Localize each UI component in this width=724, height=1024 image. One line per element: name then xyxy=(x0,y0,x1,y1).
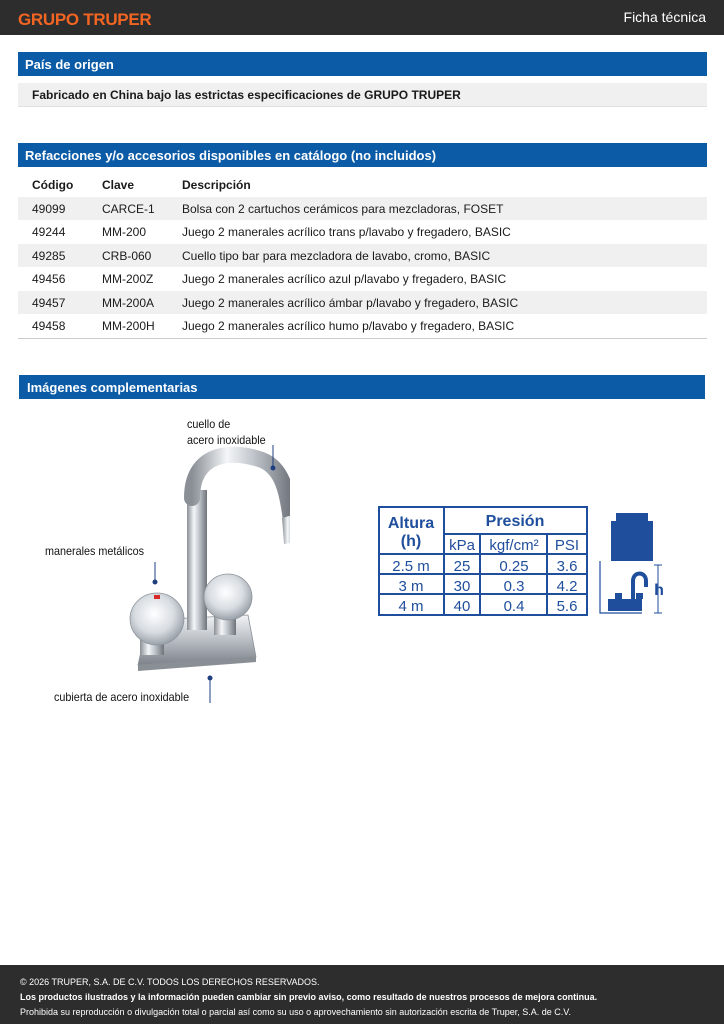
cell-kpa: 30 xyxy=(453,578,471,595)
cell-codigo: 49457 xyxy=(32,295,66,310)
cell-clave: CRB-060 xyxy=(102,248,152,263)
cell-descripcion: Juego 2 manerales acrílico trans p/lavabo y fregadero, BASIC xyxy=(182,225,511,239)
cell-altura: 4 m xyxy=(398,598,424,615)
footer-legal: Prohibida su reproducción o divulgación total o parcial así como su uso o aprovechamiento sin autorización escrita de Truper, S.A. de C.V. xyxy=(20,1007,571,1017)
column-header-clave: Clave xyxy=(102,178,135,192)
cell-kpa: 40 xyxy=(453,598,471,615)
table-row xyxy=(18,314,707,338)
document-type: Ficha técnica xyxy=(623,9,706,25)
cell-clave: MM-200A xyxy=(102,295,155,310)
cell-clave: MM-200 xyxy=(102,225,147,239)
footer xyxy=(0,965,724,1024)
brand-logo: GRUPO TRUPER xyxy=(18,10,152,29)
cell-codigo: 49099 xyxy=(32,201,66,216)
callout-cover: cubierta de acero inoxidable xyxy=(54,690,190,704)
label-presion: Presión xyxy=(485,513,545,530)
cell-descripcion: Bolsa con 2 cartuchos cerámicos para mezcladoras, FOSET xyxy=(182,201,504,216)
cell-kpa: 25 xyxy=(453,558,471,575)
column-header-codigo: Código xyxy=(32,178,74,192)
cell-clave: CARCE-1 xyxy=(102,201,155,216)
cell-descripcion: Cuello tipo bar para mezcladora de lavabo, cromo, BASIC xyxy=(182,248,491,263)
height-label: h xyxy=(654,582,664,599)
cell-clave: MM-200H xyxy=(102,319,155,333)
column-header-descripcion: Descripción xyxy=(182,178,251,192)
table-row xyxy=(18,220,707,244)
cell-psi: 4.2 xyxy=(556,578,578,595)
table-header-row xyxy=(18,173,707,197)
footer-copyright: © 2026 TRUPER, S.A. DE C.V. TODOS LOS DERECHOS RESERVADOS. xyxy=(20,977,320,987)
table-row xyxy=(18,267,707,291)
images-section-title: Imágenes complementarias xyxy=(19,375,705,399)
footer-disclaimer: Los productos ilustrados y la información pueden cambiar sin previo aviso, como resultado de nuestros procesos de mejora continua. xyxy=(20,992,598,1002)
water-tank-diagram xyxy=(600,513,664,613)
unit-kpa: kPa xyxy=(449,537,475,554)
label-h: (h) xyxy=(400,533,422,550)
cell-kgf: 0.25 xyxy=(499,558,529,575)
cell-altura: 2.5 m xyxy=(392,558,430,575)
cell-codigo: 49244 xyxy=(32,225,66,239)
cell-codigo: 49456 xyxy=(32,272,66,286)
cell-kgf: 0.3 xyxy=(503,578,525,595)
parts-table xyxy=(18,173,707,338)
table-divider xyxy=(18,338,707,339)
top-bar xyxy=(0,0,724,35)
cell-psi: 3.6 xyxy=(556,558,578,575)
origin-section-title: País de origen xyxy=(18,52,707,76)
cell-descripcion: Juego 2 manerales acrílico ámbar p/lavabo y fregadero, BASIC xyxy=(182,295,519,310)
callout-handles: manerales metálicos xyxy=(45,544,145,558)
cell-psi: 5.6 xyxy=(556,598,578,615)
origin-text: Fabricado en China bajo las estrictas especificaciones de GRUPO TRUPER xyxy=(18,83,707,107)
cell-codigo: 49458 xyxy=(32,319,66,333)
cell-altura: 3 m xyxy=(398,578,424,595)
unit-kgf: kgf/cm² xyxy=(489,537,539,554)
callout-neck-line1: cuello de xyxy=(187,417,231,431)
table-row xyxy=(18,244,707,268)
pressure-table xyxy=(378,505,668,617)
cell-kgf: 0.4 xyxy=(503,598,525,615)
table-row xyxy=(18,291,707,315)
table-row xyxy=(18,197,707,221)
cell-clave: MM-200Z xyxy=(102,272,154,286)
callout-neck xyxy=(187,416,266,448)
cell-descripcion: Juego 2 manerales acrílico humo p/lavabo y fregadero, BASIC xyxy=(182,319,515,333)
cell-descripcion: Juego 2 manerales acrílico azul p/lavabo y fregadero, BASIC xyxy=(182,272,507,286)
callout-neck-line2: acero inoxidable xyxy=(187,433,266,447)
faucet-image xyxy=(30,410,290,710)
cell-codigo: 49285 xyxy=(32,248,66,263)
parts-section-title: Refacciones y/o accesorios disponibles en catálogo (no incluidos) xyxy=(18,143,707,167)
label-altura: Altura xyxy=(387,515,435,532)
unit-psi: PSI xyxy=(554,537,580,554)
